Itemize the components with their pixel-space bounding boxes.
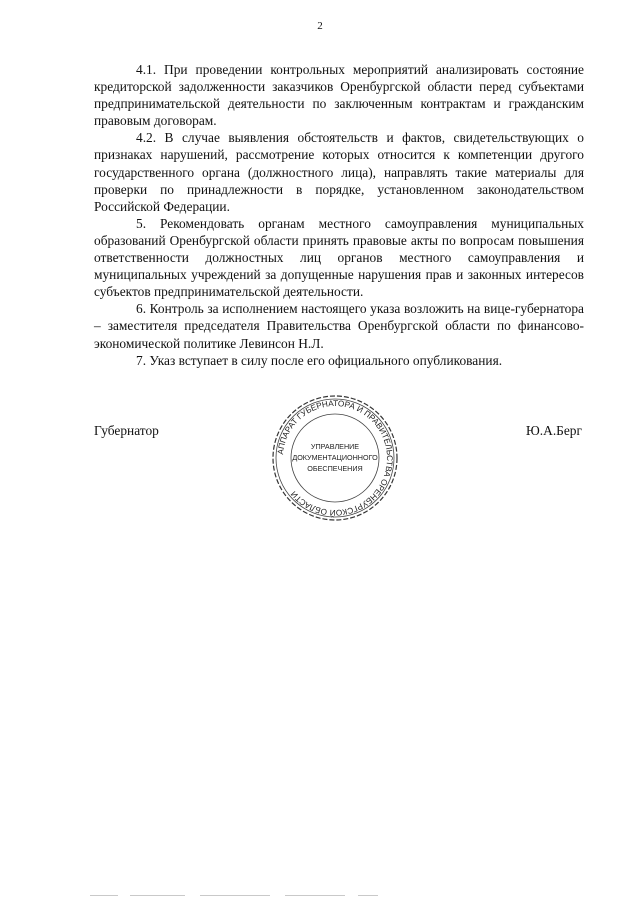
official-stamp (271, 394, 399, 522)
signatory-name: Ю.А.Берг (526, 423, 582, 438)
scan-artifact-marks (90, 893, 380, 899)
paragraph-5: 5. Рекомендовать органам местного самоуправления муниципальных образований Оренбургской области принять правовые акты по вопросам повышения ответственности должностных лиц органов местного самоуправления и муниципальных учреждений за допущенные нарушения прав и законных интересов субъектов предпринимательской деятельности. (94, 215, 584, 300)
page-number: 2 (317, 20, 323, 32)
stamp-center-line-2: ДОКУМЕНТАЦИОННОГО (292, 453, 378, 462)
signatory-title: Губернатор (94, 423, 159, 438)
paragraph-4-1: 4.1. При проведении контрольных мероприятий анализировать состояние кредиторской задолженности заказчиков Оренбургской области перед субъектами предпринимательской деятельности по заключенным контрактам и гражданским правовым договорам. (94, 62, 584, 129)
stamp-seal-icon (271, 394, 399, 522)
stamp-center-line-3: ОБЕСПЕЧЕНИЯ (307, 464, 363, 473)
stamp-ring-text: АППАРАТ ГУБЕРНАТОРА И ПРАВИТЕЛЬСТВА ОРЕНБУРГСКОЙ ОБЛАСТИ (276, 398, 395, 518)
paragraph-7: 7. Указ вступает в силу после его официального опубликования. (136, 352, 503, 368)
stamp-center-line-1: УПРАВЛЕНИЕ (310, 442, 360, 451)
paragraph-6: 6. Контроль за исполнением настоящего указа возложить на вице-губернатора – заместителя председателя Правительства Оренбургской области по финансово-экономической политике Левинсон Н.Л. (94, 301, 584, 351)
paragraph-4-2: 4.2. В случае выявления обстоятельств и фактов, свидетельствующих о признаках нарушений, рассмотрение которых относится к компетенции другого государственного органа (должностного лица), направлять такие материалы для проверки по принадлежности в порядке, установленном законодательством Российской Федерации. (94, 130, 584, 214)
document-body (94, 61, 584, 369)
